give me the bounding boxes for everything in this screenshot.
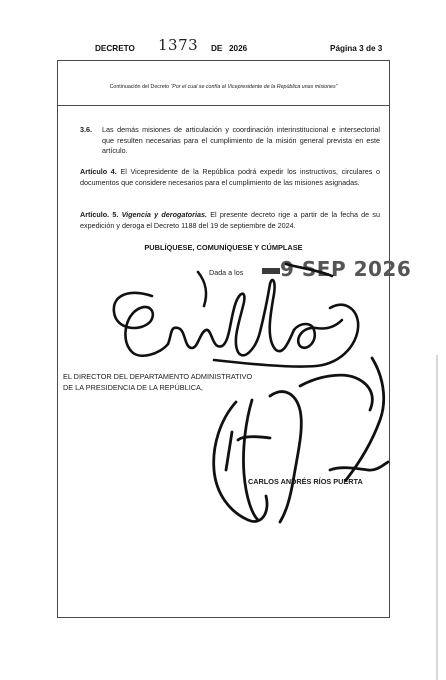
- decree-number: 1373: [158, 36, 199, 54]
- item-text: Las demás misiones de articulación y coordinación interinstitucional e intersectorial que resulten necesarias para el cumplimiento de la misión general prevista en este artículo.: [102, 125, 380, 156]
- article-5: [80, 210, 380, 231]
- continuation-prefix: Continuación del Decreto: [109, 84, 170, 90]
- stamp-mark: [262, 268, 280, 274]
- signer-name: CARLOS ANDRÉS RÍOS PUERTA: [248, 477, 363, 486]
- article-4-label: Artículo 4.: [80, 167, 117, 176]
- article-4: [80, 167, 380, 188]
- decree-header: [0, 36, 446, 56]
- article-5-label: Artículo. 5.: [80, 210, 119, 219]
- publiquese-heading: PUBLÍQUESE, COMUNÍQUESE Y CÚMPLASE: [144, 243, 303, 252]
- director-title: [63, 371, 323, 393]
- director-line-2: DE LA PRESIDENCIA DE LA REPÚBLICA,: [63, 383, 203, 392]
- article-5-title: Vigencia y derogatorias.: [121, 210, 207, 219]
- article-5-text: El presente decreto rige a partir de la fecha de su expedición y deroga el Decreto 1188 del 19 de septiembre de 2024.: [80, 210, 381, 230]
- continuation-line: [57, 84, 390, 90]
- frame-divider: [57, 105, 390, 106]
- page-indicator: Página 3 de 3: [330, 44, 383, 53]
- decree-year: 2026: [229, 44, 248, 53]
- date-stamp: 9 SEP 2026: [280, 257, 412, 281]
- decree-label: DECRETO: [95, 44, 135, 53]
- page-edge-shadow: [436, 355, 438, 680]
- continuation-title: “Por el cual se confía al Vicepresidente de la República unas misiones”: [170, 84, 338, 90]
- decree-de-label: DE: [211, 44, 223, 53]
- item-number: 3.6.: [80, 125, 92, 134]
- director-line-1: EL DIRECTOR DEL DEPARTAMENTO ADMINISTRATIVO: [63, 372, 253, 381]
- item-3-6: [80, 125, 380, 157]
- article-4-text: El Vicepresidente de la República podrá expedir los instructivos, circulares o documentos que considere necesarios para el cumplimiento de las misiones asignadas.: [80, 167, 381, 187]
- dada-label: Dada a los: [209, 268, 244, 277]
